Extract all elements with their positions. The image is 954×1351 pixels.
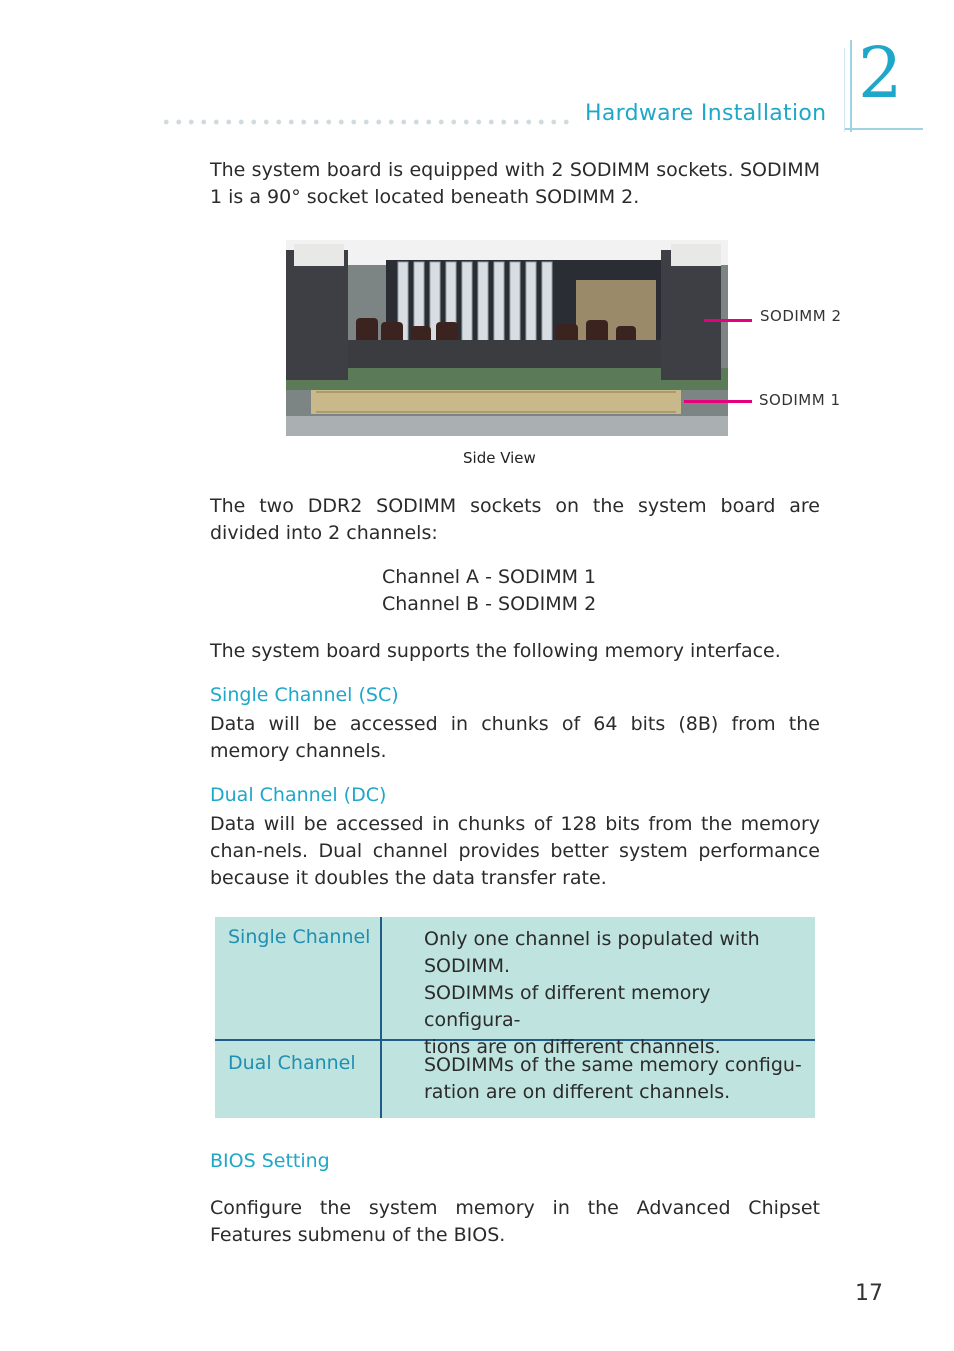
bios-heading: BIOS Setting	[210, 1150, 330, 1172]
bios-text: Configure the system memory in the Advanced Chipset Features submenu of the BIOS.	[210, 1197, 820, 1246]
channel-item: Channel A - SODIMM 1	[382, 566, 597, 588]
chapter-decor-line	[844, 48, 845, 132]
sodimm-1-callout-line	[684, 400, 752, 403]
table-text-line: tions are on different channels.	[424, 1036, 721, 1058]
dual-channel-text: Data will be accessed in chunks of 128 bits from the memory chan-nels. Dual channel provides better system performance because it doubles the data transfer rate.	[210, 813, 820, 889]
header-dot-rule	[160, 118, 575, 126]
table-text-line: ration are on different channels.	[424, 1081, 731, 1103]
sodimm-photo-illustration	[286, 240, 728, 436]
table-text-line: Only one channel is populated with	[424, 928, 760, 950]
channel-list	[382, 564, 596, 618]
memory-mode-table	[215, 917, 815, 1118]
chapter-number: 2	[858, 32, 903, 114]
sodimm-2-callout-line	[704, 319, 752, 322]
sodimm-side-view-photo	[286, 240, 728, 436]
channel-item: Channel B - SODIMM 2	[382, 593, 597, 615]
table-row-label: Dual Channel	[228, 1052, 356, 1074]
intro-paragraph: The system board is equipped with 2 SODIMM sockets. SODIMM 1 is a 90° socket located beneath SODIMM 2.	[210, 159, 820, 208]
table-text-line: SODIMM.	[424, 955, 511, 977]
dual-channel-heading: Dual Channel (DC)	[210, 784, 387, 806]
interface-intro: The system board supports the following memory interface.	[210, 640, 781, 662]
table-text-line: SODIMMs of different memory configura-	[424, 982, 711, 1031]
sodimm-2-label: SODIMM 2	[760, 307, 842, 325]
channels-intro: The two DDR2 SODIMM sockets on the system board are divided into 2 channels:	[210, 495, 820, 544]
page-number: 17	[855, 1281, 883, 1306]
chapter-decor-line	[845, 128, 923, 130]
chapter-decor-line	[850, 40, 852, 132]
single-channel-text: Data will be accessed in chunks of 64 bits (8B) from the memory channels.	[210, 713, 820, 762]
table-row-text	[424, 1052, 804, 1106]
sodimm-1-label: SODIMM 1	[759, 391, 841, 409]
table-column-divider	[380, 917, 382, 1118]
table-row-text	[424, 926, 804, 1061]
table-text-line: SODIMMs of the same memory configu-	[424, 1054, 802, 1076]
figure-caption: Side View	[463, 449, 536, 467]
single-channel-heading: Single Channel (SC)	[210, 684, 399, 706]
table-row-label: Single Channel	[228, 926, 371, 948]
header-title: Hardware Installation	[585, 101, 827, 126]
